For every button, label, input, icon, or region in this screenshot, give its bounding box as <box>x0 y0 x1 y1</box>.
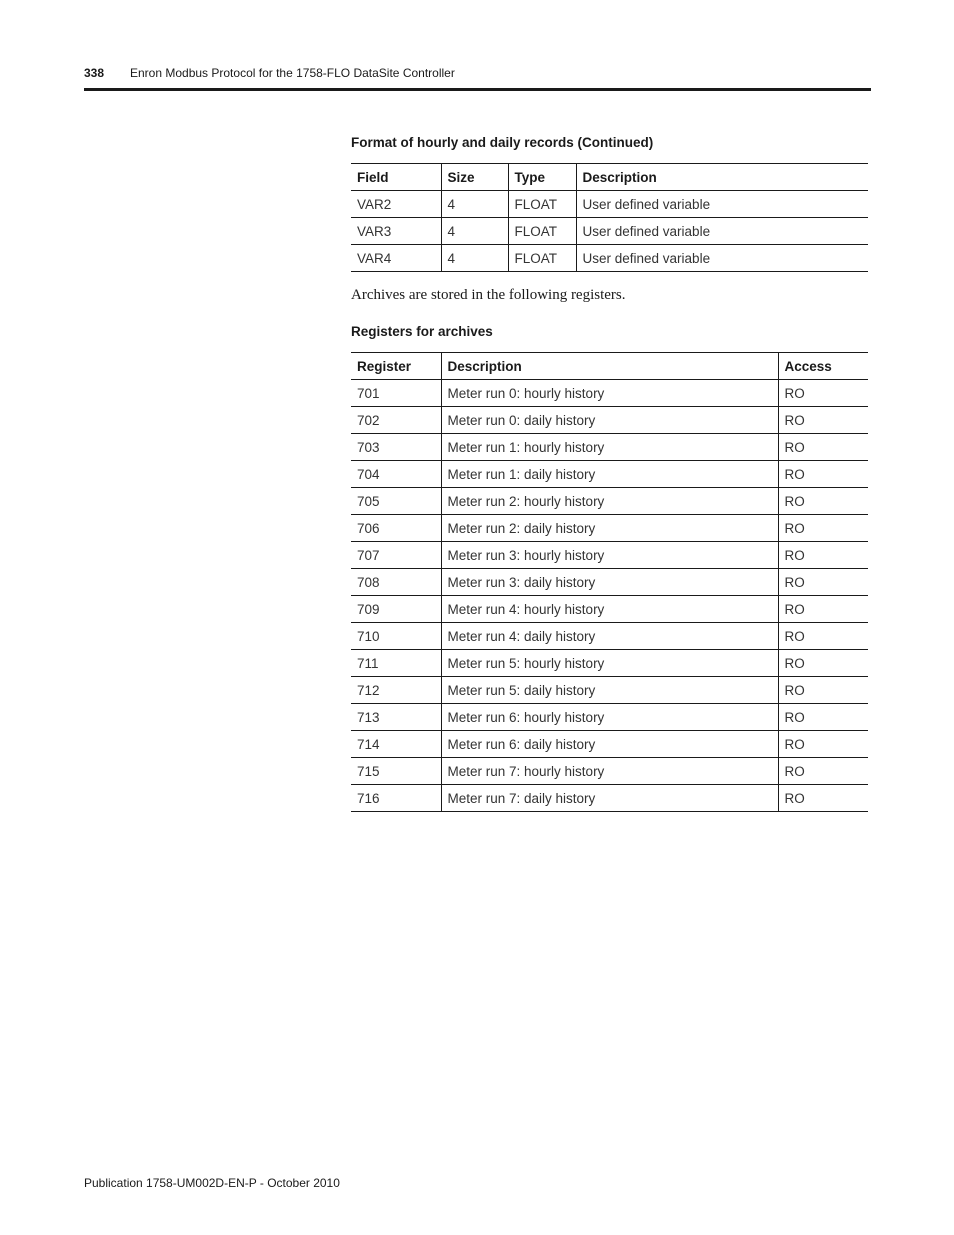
table-header-row <box>351 353 868 380</box>
table-cell: VAR3 <box>351 218 441 245</box>
table1-caption: Format of hourly and daily records (Continued) <box>351 135 654 150</box>
table-row <box>351 218 868 245</box>
table-row <box>351 650 868 677</box>
table-cell: RO <box>778 623 868 650</box>
running-title: Enron Modbus Protocol for the 1758-FLO DataSite Controller <box>130 66 455 80</box>
table-cell: User defined variable <box>576 191 868 218</box>
table-row <box>351 407 868 434</box>
table-row <box>351 245 868 272</box>
table-cell: Meter run 0: hourly history <box>441 380 778 407</box>
table-cell: RO <box>778 596 868 623</box>
table-cell: 716 <box>351 785 441 812</box>
table2-caption: Registers for archives <box>351 324 493 339</box>
table-row <box>351 488 868 515</box>
table-cell: Meter run 1: hourly history <box>441 434 778 461</box>
table-row <box>351 758 868 785</box>
table-cell: Meter run 3: hourly history <box>441 542 778 569</box>
table-cell: RO <box>778 569 868 596</box>
column-header: Field <box>351 164 441 191</box>
table-cell: RO <box>778 731 868 758</box>
table-row <box>351 677 868 704</box>
table-cell: RO <box>778 677 868 704</box>
column-header: Description <box>441 353 778 380</box>
table-cell: Meter run 5: hourly history <box>441 650 778 677</box>
body-paragraph: Archives are stored in the following registers. <box>351 287 626 303</box>
table-cell: Meter run 2: daily history <box>441 515 778 542</box>
table-cell: FLOAT <box>508 245 576 272</box>
table-cell: 4 <box>441 245 508 272</box>
table-cell: RO <box>778 488 868 515</box>
table-cell: Meter run 4: daily history <box>441 623 778 650</box>
table-cell: FLOAT <box>508 191 576 218</box>
table-cell: Meter run 3: daily history <box>441 569 778 596</box>
table-cell: 703 <box>351 434 441 461</box>
table-cell: VAR4 <box>351 245 441 272</box>
table-cell: 709 <box>351 596 441 623</box>
table-cell: Meter run 1: daily history <box>441 461 778 488</box>
table-cell: 704 <box>351 461 441 488</box>
table-cell: Meter run 0: daily history <box>441 407 778 434</box>
table-row <box>351 461 868 488</box>
table-row <box>351 515 868 542</box>
table-cell: Meter run 6: hourly history <box>441 704 778 731</box>
table-cell: 713 <box>351 704 441 731</box>
table-cell: 715 <box>351 758 441 785</box>
table-cell: RO <box>778 407 868 434</box>
format-records-table <box>351 163 868 272</box>
table-cell: 702 <box>351 407 441 434</box>
table-cell: RO <box>778 434 868 461</box>
table-cell: 705 <box>351 488 441 515</box>
table-row <box>351 623 868 650</box>
header-rule <box>84 88 871 91</box>
table-cell: 706 <box>351 515 441 542</box>
table-row <box>351 434 868 461</box>
table-cell: Meter run 6: daily history <box>441 731 778 758</box>
table-cell: RO <box>778 704 868 731</box>
publication-footer: Publication 1758-UM002D-EN-P - October 2010 <box>84 1176 340 1190</box>
column-header: Description <box>576 164 868 191</box>
table-cell: User defined variable <box>576 218 868 245</box>
page-number: 338 <box>84 66 105 80</box>
table-row <box>351 704 868 731</box>
table-row <box>351 731 868 758</box>
table-cell: Meter run 7: hourly history <box>441 758 778 785</box>
column-header: Access <box>778 353 868 380</box>
archive-registers-table <box>351 352 868 812</box>
table-cell: Meter run 4: hourly history <box>441 596 778 623</box>
table-cell: 708 <box>351 569 441 596</box>
table-cell: RO <box>778 650 868 677</box>
table-cell: 711 <box>351 650 441 677</box>
table-row <box>351 542 868 569</box>
table-row <box>351 596 868 623</box>
table-row <box>351 569 868 596</box>
table-cell: Meter run 5: daily history <box>441 677 778 704</box>
table-header-row <box>351 164 868 191</box>
table-cell: 4 <box>441 218 508 245</box>
column-header: Type <box>508 164 576 191</box>
table-cell: VAR2 <box>351 191 441 218</box>
table-row <box>351 191 868 218</box>
table-cell: 4 <box>441 191 508 218</box>
column-header: Size <box>441 164 508 191</box>
table-cell: RO <box>778 380 868 407</box>
table-cell: Meter run 2: hourly history <box>441 488 778 515</box>
table-cell: 707 <box>351 542 441 569</box>
table-cell: RO <box>778 758 868 785</box>
table-cell: 714 <box>351 731 441 758</box>
table-cell: 701 <box>351 380 441 407</box>
table-cell: RO <box>778 542 868 569</box>
table-row <box>351 380 868 407</box>
table-cell: User defined variable <box>576 245 868 272</box>
table-cell: RO <box>778 785 868 812</box>
table-cell: RO <box>778 461 868 488</box>
table-row <box>351 785 868 812</box>
table-cell: 710 <box>351 623 441 650</box>
table-cell: 712 <box>351 677 441 704</box>
table-cell: FLOAT <box>508 218 576 245</box>
table-cell: RO <box>778 515 868 542</box>
column-header: Register <box>351 353 441 380</box>
table-cell: Meter run 7: daily history <box>441 785 778 812</box>
